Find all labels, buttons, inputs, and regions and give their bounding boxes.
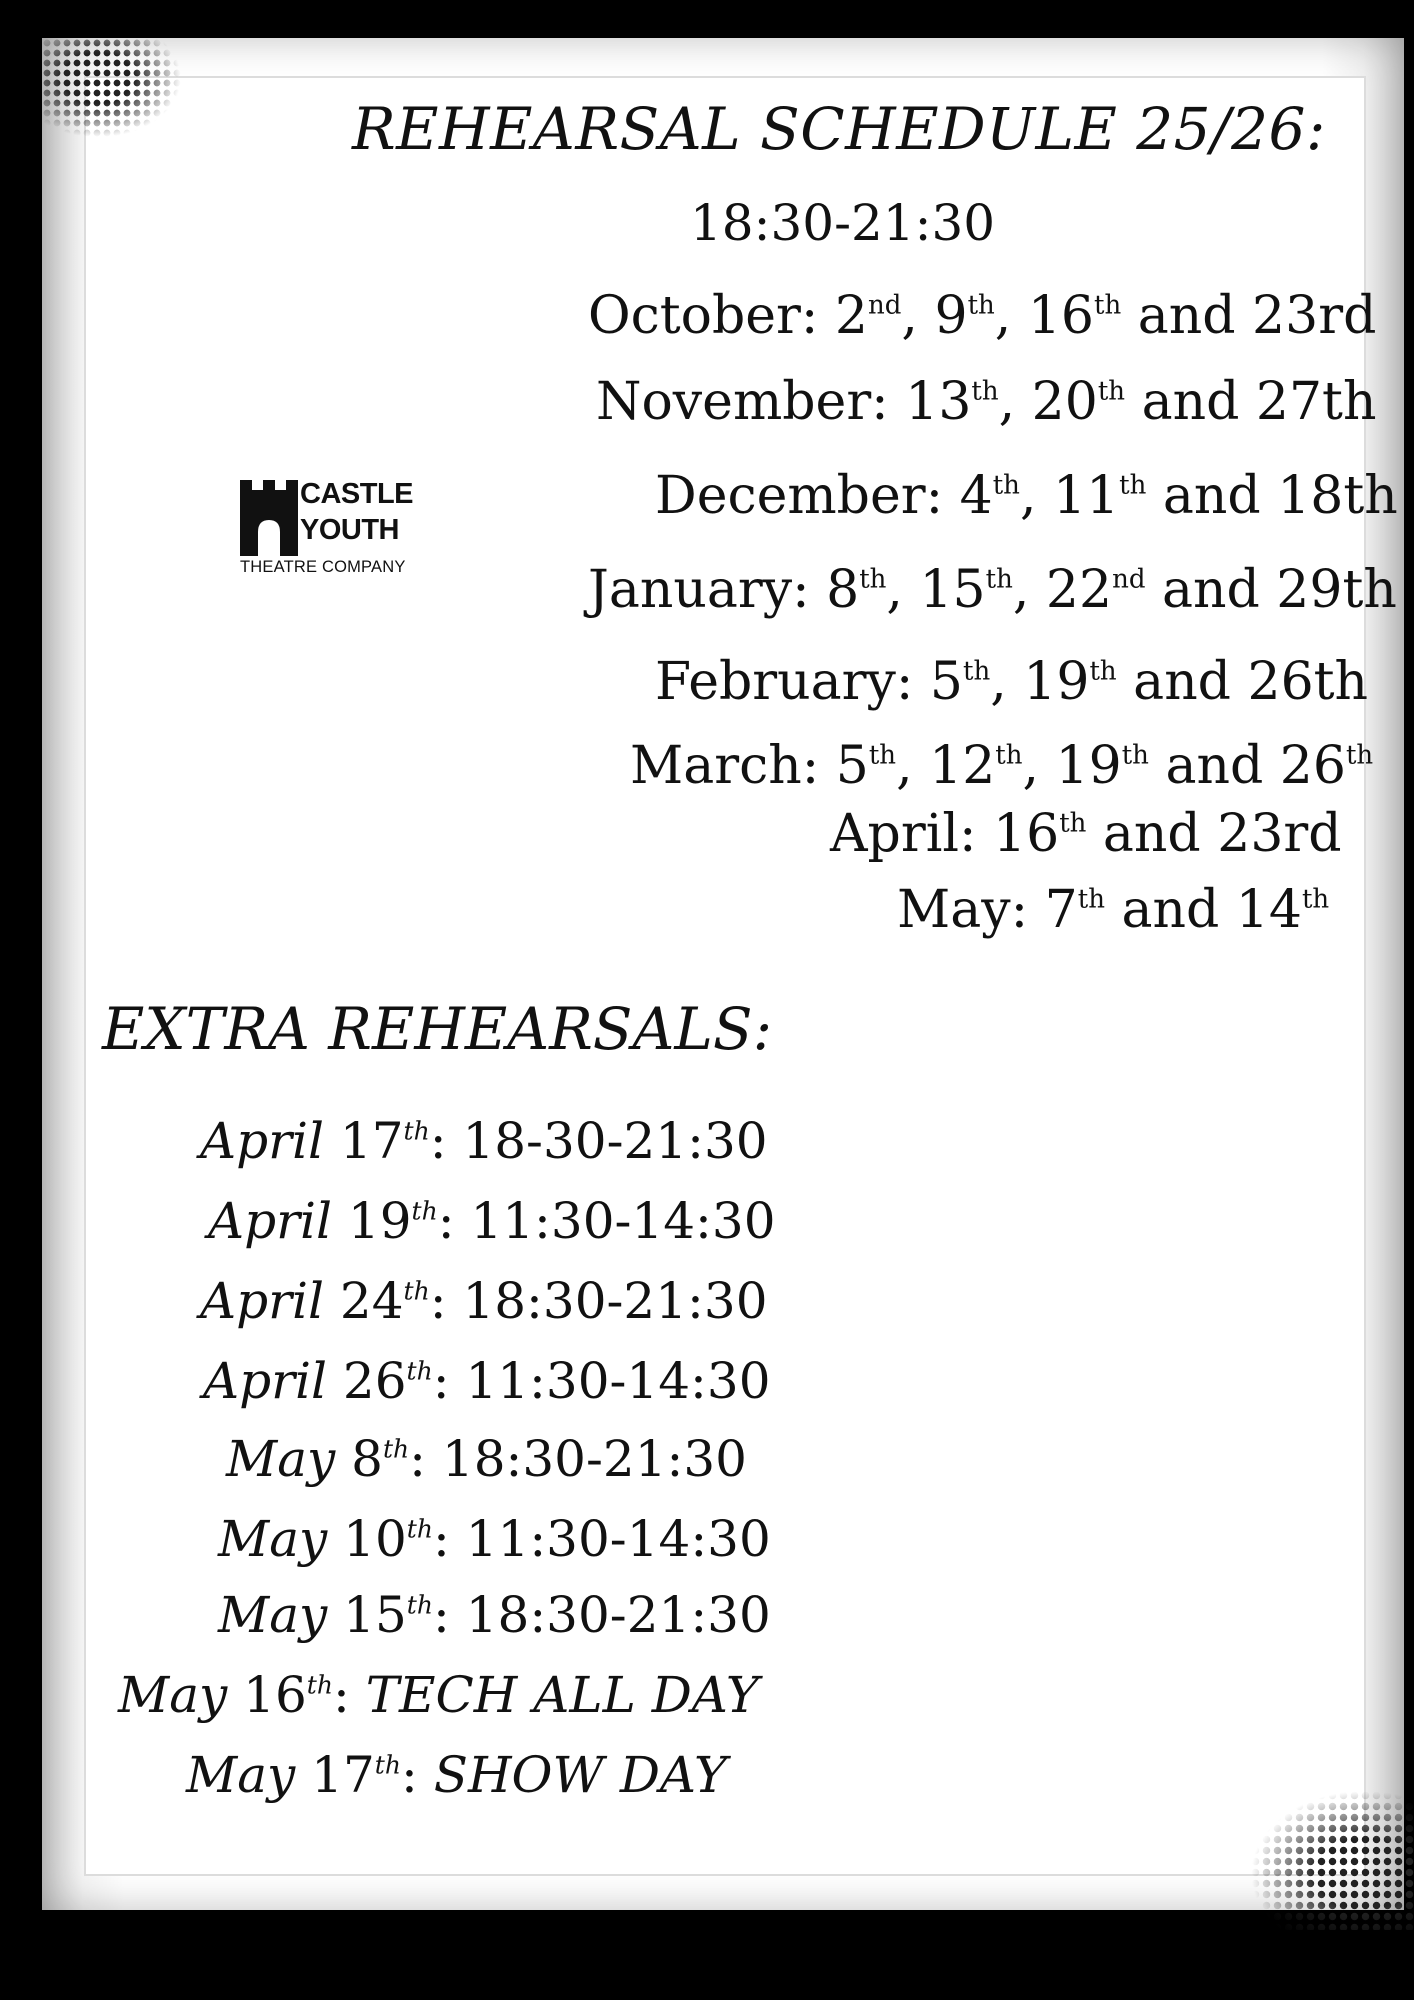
month-line-april	[830, 804, 1342, 864]
extra-rehearsal-line	[118, 1666, 759, 1724]
date-text: and 14	[1104, 880, 1302, 940]
extra-month: May	[186, 1746, 296, 1804]
date-text: May: 7	[897, 880, 1078, 940]
extra-rehearsal-line	[200, 1272, 768, 1330]
ordinal-suffix: nd	[868, 290, 902, 321]
month-line-october	[588, 286, 1376, 346]
ordinal-suffix: th	[403, 1276, 430, 1306]
extra-day: 16	[227, 1666, 307, 1724]
ordinal-suffix: th	[406, 1514, 433, 1544]
halftone-decoration-bottom-right	[1250, 1790, 1414, 1930]
date-text: , 22	[1012, 560, 1113, 620]
date-text: , 19	[1022, 736, 1122, 796]
extra-rehearsal-line	[226, 1430, 747, 1488]
date-text: and 29th	[1145, 560, 1397, 620]
month-line-january	[588, 560, 1397, 620]
extra-rehearsal-line	[200, 1112, 768, 1170]
date-text: and 27th	[1125, 372, 1377, 432]
ordinal-suffix: th	[374, 1750, 401, 1780]
extra-day: 26	[327, 1352, 407, 1410]
month-line-may	[897, 880, 1329, 940]
logo-word-castle: CASTLE	[300, 478, 413, 510]
ordinal-suffix: th	[967, 290, 995, 321]
date-text: , 12	[896, 736, 996, 796]
extra-rehearsal-line	[218, 1510, 771, 1568]
extra-time: 11:30-14:30	[465, 1352, 771, 1410]
extra-month: May	[218, 1586, 328, 1644]
date-text: , 11	[1019, 466, 1120, 526]
extra-month: May	[118, 1666, 228, 1724]
extra-separator: :	[409, 1430, 442, 1488]
ordinal-suffix: th	[985, 564, 1013, 595]
extra-separator: :	[432, 1586, 466, 1644]
ordinal-suffix: th	[1345, 740, 1374, 771]
extra-month: April	[200, 1272, 324, 1330]
ordinal-suffix: th	[868, 740, 897, 771]
extra-day: 19	[332, 1192, 412, 1250]
extra-time: 11:30-14:30	[470, 1192, 776, 1250]
date-text: November: 13	[596, 372, 972, 432]
ordinal-suffix: th	[1119, 470, 1147, 501]
month-line-february	[655, 652, 1368, 712]
date-text: February: 5	[655, 652, 964, 712]
ordinal-suffix: th	[1094, 290, 1122, 321]
ordinal-suffix: th	[306, 1670, 333, 1700]
ordinal-suffix: th	[995, 740, 1023, 771]
extra-separator: :	[332, 1666, 366, 1724]
extra-month: May	[218, 1510, 328, 1568]
extra-separator: :	[432, 1510, 466, 1568]
date-text: , 9	[901, 286, 968, 346]
ordinal-suffix: th	[406, 1590, 433, 1620]
ordinal-suffix: th	[992, 470, 1020, 501]
month-line-december	[655, 466, 1398, 526]
date-text: March: 5	[630, 736, 869, 796]
date-text: and 26	[1148, 736, 1346, 796]
date-text: and 23rd	[1121, 286, 1377, 346]
ordinal-suffix: th	[1089, 656, 1117, 687]
date-text: , 16	[994, 286, 1094, 346]
ordinal-suffix: th	[1059, 808, 1087, 839]
extra-time: 18:30-21:30	[465, 1586, 771, 1644]
extra-time: 18:30-21:30	[441, 1430, 747, 1488]
extra-time: TECH ALL DAY	[365, 1666, 759, 1724]
date-text: December: 4	[655, 466, 993, 526]
extra-day: 10	[327, 1510, 407, 1568]
date-text: , 20	[998, 372, 1098, 432]
extra-day: 17	[295, 1746, 375, 1804]
extra-day: 17	[324, 1112, 404, 1170]
extra-month: April	[203, 1352, 327, 1410]
regular-rehearsal-time: 18:30-21:30	[690, 194, 996, 252]
extra-time: 18:30-21:30	[462, 1272, 768, 1330]
extra-month: April	[200, 1112, 324, 1170]
ordinal-suffix: th	[403, 1116, 430, 1146]
extra-day: 15	[327, 1586, 407, 1644]
extra-day: 8	[335, 1430, 383, 1488]
extra-month: April	[208, 1192, 332, 1250]
halftone-decoration-top-left	[42, 38, 182, 138]
castle-icon	[240, 480, 298, 556]
ordinal-suffix: th	[411, 1196, 438, 1226]
ordinal-suffix: th	[1121, 740, 1149, 771]
ordinal-suffix: nd	[1112, 564, 1146, 595]
extra-day: 24	[324, 1272, 404, 1330]
ordinal-suffix: th	[971, 376, 999, 407]
ordinal-suffix: th	[1097, 376, 1126, 407]
extra-separator: :	[400, 1746, 434, 1804]
schedule-title: REHEARSAL SCHEDULE 25/26:	[352, 95, 1326, 163]
ordinal-suffix: th	[963, 656, 991, 687]
ordinal-suffix: th	[1301, 884, 1330, 915]
date-text: and 18th	[1146, 466, 1398, 526]
date-text: January: 8	[588, 560, 860, 620]
date-text: , 19	[990, 652, 1090, 712]
date-text: October: 2	[588, 286, 869, 346]
ordinal-suffix: th	[859, 564, 887, 595]
logo-subtitle: THEATRE COMPANY	[240, 558, 406, 576]
ordinal-suffix: th	[1077, 884, 1105, 915]
month-line-november	[596, 372, 1376, 432]
extra-separator: :	[429, 1112, 463, 1170]
extra-rehearsal-line	[218, 1586, 771, 1644]
extra-time: 18-30-21:30	[462, 1112, 768, 1170]
date-text: April: 16	[830, 804, 1060, 864]
extra-separator: :	[432, 1352, 466, 1410]
month-line-march	[630, 736, 1373, 796]
date-text: and 23rd	[1086, 804, 1342, 864]
extra-rehearsals-heading: EXTRA REHEARSALS:	[102, 995, 773, 1063]
extra-rehearsal-line	[186, 1746, 727, 1804]
extra-month: May	[226, 1430, 336, 1488]
extra-rehearsal-line	[208, 1192, 776, 1250]
extra-separator: :	[429, 1272, 463, 1330]
extra-time: 11:30-14:30	[465, 1510, 771, 1568]
extra-rehearsal-line	[203, 1352, 771, 1410]
extra-time: SHOW DAY	[433, 1746, 728, 1804]
ordinal-suffix: th	[406, 1356, 433, 1386]
ordinal-suffix: th	[382, 1434, 410, 1464]
extra-separator: :	[437, 1192, 471, 1250]
date-text: , 15	[886, 560, 986, 620]
logo-word-youth: YOUTH	[300, 514, 399, 546]
castle-youth-logo	[238, 478, 418, 582]
date-text: and 26th	[1116, 652, 1369, 712]
